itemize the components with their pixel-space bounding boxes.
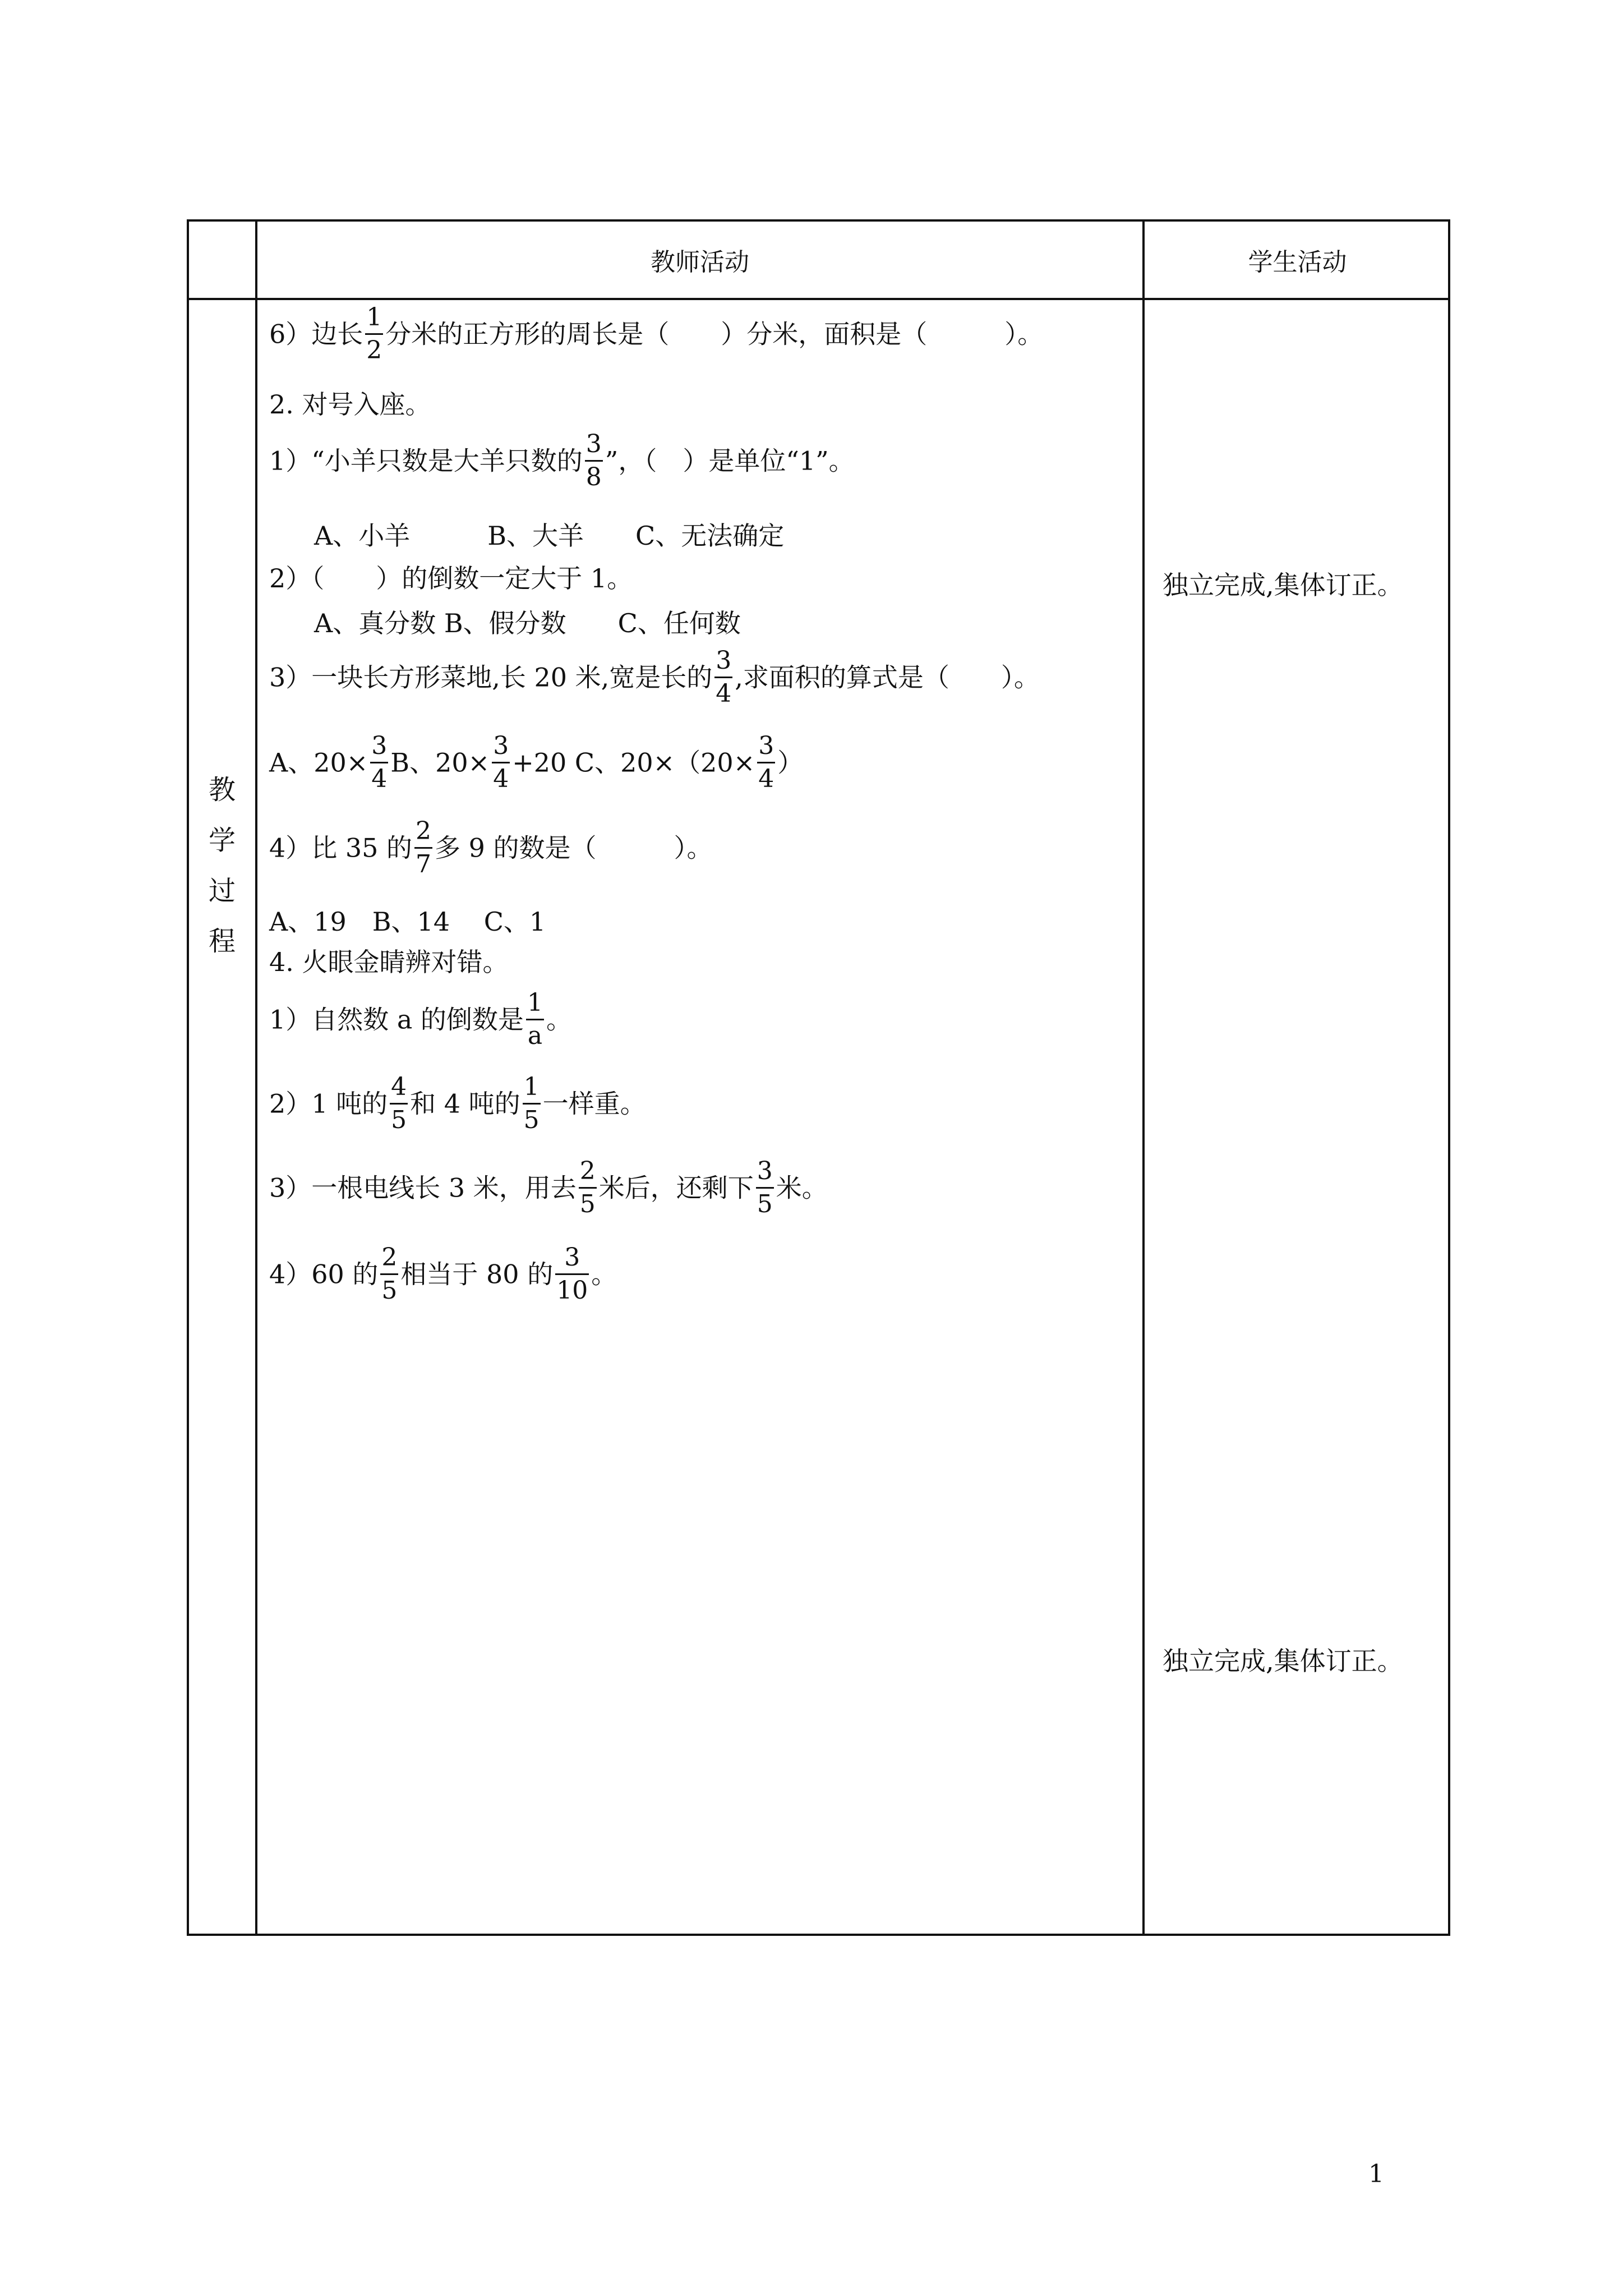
page-number: 1 (1368, 2160, 1384, 2188)
text: A、20× (269, 747, 368, 778)
header-teacher-activity: 教师活动 (651, 248, 749, 277)
question-line (269, 303, 1044, 365)
text: 一样重。 (542, 1088, 646, 1119)
text: 分米的正方形的周长是（ ）分米，面积是（ ）。 (385, 319, 1044, 349)
question-line: 2）（ ）的倒数一定大于 1。 (269, 563, 633, 593)
fraction (714, 648, 732, 706)
fraction (370, 731, 388, 793)
text: 。 (591, 1259, 617, 1290)
text: 米。 (776, 1172, 828, 1203)
denominator: 5 (391, 1106, 407, 1134)
text: 1）自然数 a 的倒数是 (269, 1004, 524, 1035)
text: ） (777, 747, 804, 778)
denominator: 5 (757, 1190, 773, 1218)
table-divider (189, 298, 1448, 300)
denominator: 5 (579, 1190, 596, 1218)
answer-options (269, 731, 804, 794)
numerator: 2 (381, 1243, 398, 1272)
fraction (390, 1075, 408, 1133)
numerator: 3 (716, 646, 732, 675)
text: +20 C、20×（20× (512, 747, 755, 778)
side-char: 程 (208, 926, 236, 957)
fraction (380, 1245, 398, 1303)
text: ”，（ ）是单位“1”。 (605, 445, 855, 476)
denominator: 4 (371, 765, 388, 793)
text: 1）“小羊只数是大羊只数的 (269, 445, 583, 476)
text: ,求面积的算式是（ ）。 (735, 662, 1040, 693)
text: B、20× (390, 747, 490, 778)
denominator: a (527, 1022, 543, 1050)
answer-options: A、真分数 B、假分数 C、任何数 (314, 608, 741, 638)
question-line (269, 1243, 617, 1305)
fraction (585, 432, 603, 490)
side-label (189, 298, 255, 1934)
fraction (414, 819, 432, 877)
section-heading: 2. 对号入座。 (269, 389, 431, 420)
text: 4）60 的 (269, 1259, 379, 1290)
header-student-activity: 学生活动 (1248, 248, 1347, 277)
question-line (269, 817, 713, 879)
table-divider (255, 222, 257, 1934)
text: 3）一块长方形菜地,长 20 米,宽是长的 (269, 662, 713, 693)
numerator: 1 (523, 1073, 540, 1101)
question-line (269, 1157, 828, 1219)
question-line (269, 430, 855, 492)
fraction (579, 1159, 597, 1217)
fraction (492, 731, 510, 793)
numerator: 4 (391, 1073, 407, 1101)
numerator: 2 (579, 1157, 596, 1185)
text: 2）1 吨的 (269, 1088, 388, 1119)
numerator: 1 (366, 303, 382, 332)
text: 3）一根电线长 3 米，用去 (269, 1172, 577, 1203)
numerator: 3 (371, 731, 388, 760)
side-char: 过 (208, 875, 236, 907)
text: 相当于 80 的 (400, 1259, 554, 1290)
fraction (555, 1245, 589, 1303)
student-note: 独立完成,集体订正。 (1163, 1646, 1403, 1676)
denominator: 2 (366, 336, 382, 365)
side-char: 教 (208, 774, 236, 806)
numerator: 2 (416, 817, 432, 845)
denominator: 5 (381, 1276, 398, 1305)
text: 米后，还剩下 (598, 1172, 754, 1203)
text: 多 9 的数是（ ）。 (435, 832, 713, 863)
text: 。 (546, 1004, 572, 1035)
fraction (526, 988, 544, 1050)
text: 4）比 35 的 (269, 832, 413, 863)
answer-options: A、19 B、14 C、1 (269, 907, 546, 937)
numerator: 1 (527, 988, 543, 1017)
fraction (523, 1075, 541, 1133)
numerator: 3 (564, 1243, 580, 1272)
denominator: 10 (556, 1276, 588, 1305)
numerator: 3 (757, 1157, 773, 1185)
answer-options: A、小羊 B、大羊 C、无法确定 (314, 521, 785, 551)
question-line (269, 646, 1040, 708)
fraction (757, 731, 775, 793)
numerator: 3 (493, 731, 509, 760)
text: 6）边长 (269, 319, 363, 349)
denominator: 4 (758, 765, 774, 793)
denominator: 5 (523, 1106, 540, 1134)
table-divider (1142, 222, 1145, 1934)
side-char: 学 (208, 825, 236, 856)
denominator: 4 (716, 679, 732, 708)
numerator: 3 (758, 731, 774, 760)
denominator: 4 (493, 765, 509, 793)
denominator: 8 (585, 463, 602, 491)
text: 和 4 吨的 (410, 1088, 520, 1119)
denominator: 7 (416, 850, 432, 878)
fraction (756, 1159, 774, 1217)
section-heading: 4. 火眼金睛辨对错。 (269, 947, 509, 977)
fraction (365, 305, 383, 363)
student-note: 独立完成,集体订正。 (1163, 570, 1403, 600)
question-line (269, 1073, 646, 1135)
question-line (269, 988, 572, 1051)
numerator: 3 (585, 430, 602, 458)
